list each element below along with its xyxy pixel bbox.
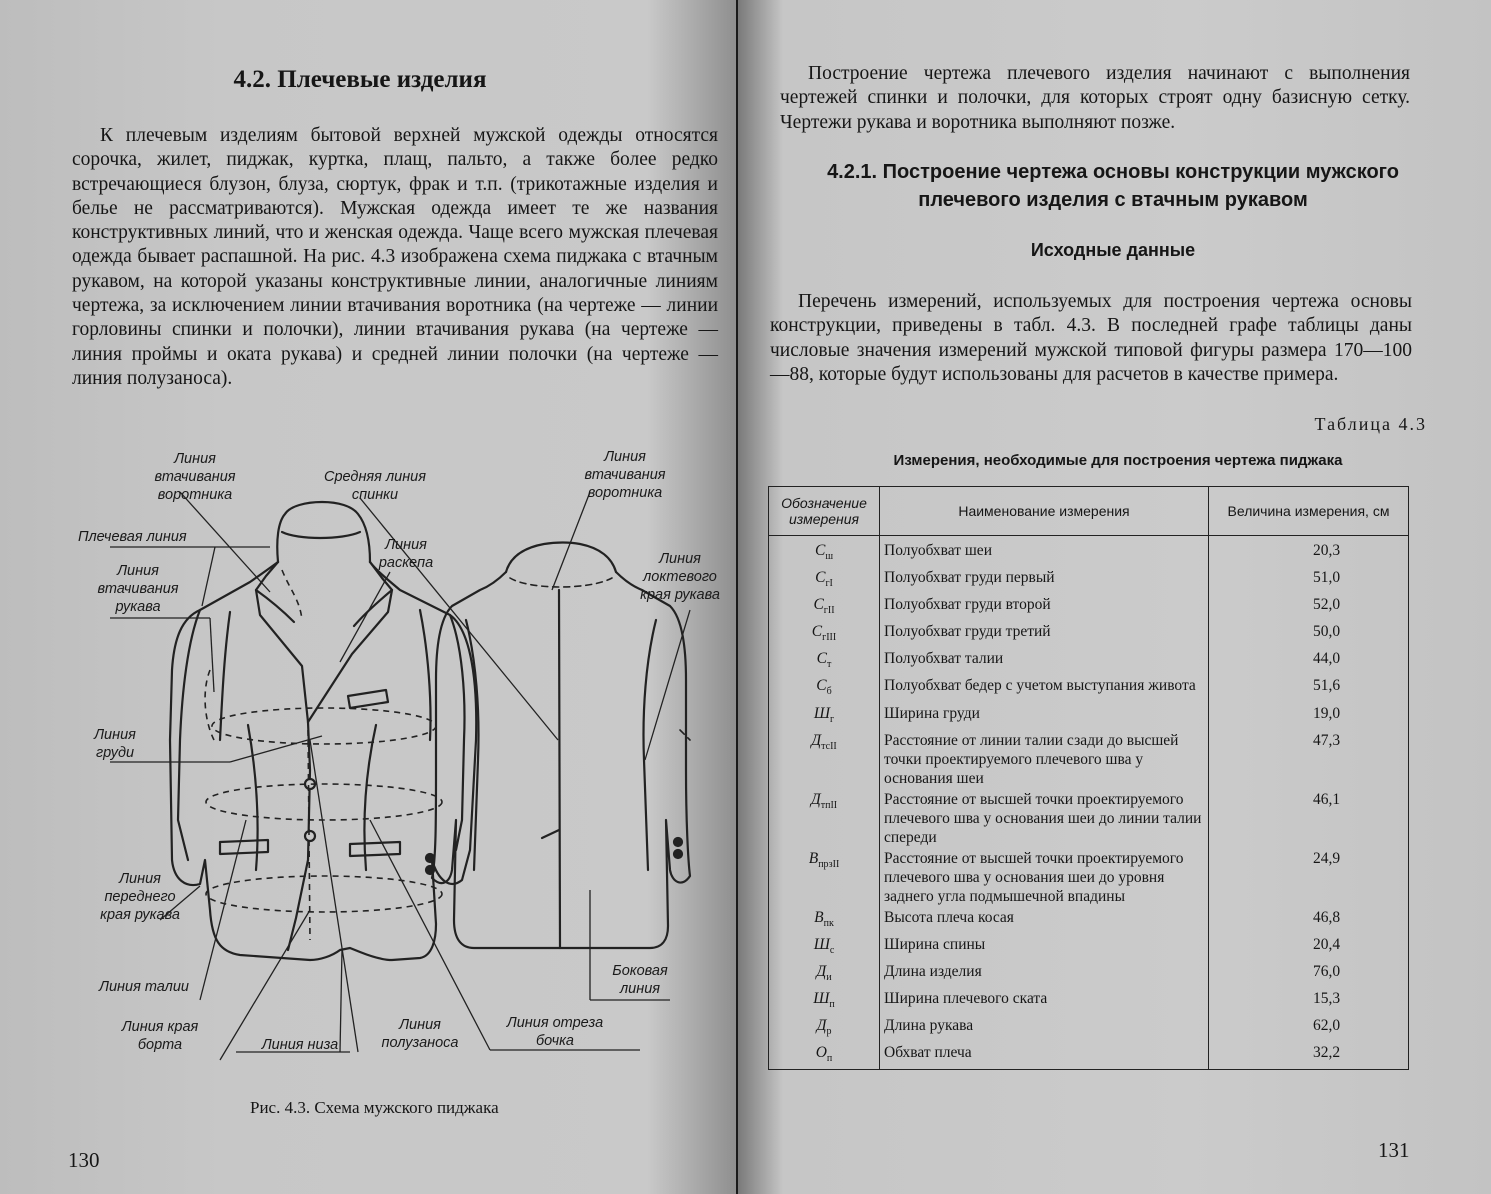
label-chest-line: Линия груди (94, 727, 136, 761)
measurement-name: Расстояние от высшей точки проектируемого плечевого шва у основания шеи до уровня заднего угла подмышечной впадины (880, 848, 1209, 907)
right-paragraph: Перечень измерений, используемых для построения чертежа основы конструкции, приведены в табл. 4.3. В последней графе таблицы даны числовые значения измерений мужской типовой фигуры размера 170—100—88, которые будут использованы для расчетов в качестве примера. (770, 291, 1412, 385)
label-waist-line: Линия талии (99, 979, 189, 995)
label-bottom-line: Линия низа (261, 1037, 339, 1053)
waist-line-ellipse (206, 784, 442, 820)
measurement-symbol: $С_б$ (769, 675, 880, 702)
measurement-value: 50,0 (1312, 623, 1341, 641)
label-sleeve-line: Линия втачивания рукава (97, 563, 179, 615)
table-label: Таблица 4.3 (1314, 414, 1427, 434)
measurement-value: 24,9 (1312, 849, 1341, 867)
section-title: 4.2. Плечевые изделия (233, 66, 487, 93)
table-row (769, 567, 1409, 594)
header-value: Величина измерения, см (1209, 487, 1409, 536)
left-page (0, 0, 736, 1194)
front-jacket-outline (170, 562, 476, 960)
label-overlap-line: Линия полузаноса (381, 1017, 459, 1051)
measurement-name: Расстояние от линии талии сзади до высшей точки проектируемого плечевого шва у основания шеи (880, 730, 1209, 789)
measurement-name: Расстояние от высшей точки проектируемого плечевого шва у основания шеи до линии талии спереди (880, 789, 1209, 848)
measurement-symbol: $С_{гI}$ (769, 567, 880, 594)
table-row (769, 730, 1409, 789)
chest-line-ellipse (212, 708, 436, 744)
measurements-table (768, 486, 1409, 1070)
left-page-number: 130 (68, 1148, 100, 1172)
measurement-name: Полуобхват груди второй (880, 594, 1209, 621)
table-row (769, 1015, 1409, 1042)
measurement-name: Длина изделия (880, 961, 1209, 988)
measurement-symbol: $Ш_с$ (769, 934, 880, 961)
measurement-value: 44,0 (1312, 650, 1341, 668)
measurement-symbol: $О_п$ (769, 1042, 880, 1070)
measurement-value: 32,2 (1312, 1044, 1341, 1062)
label-elbow-edge-line: Линия локтевого края рукава (640, 551, 720, 603)
table-row (769, 789, 1409, 848)
left-paragraph: К плечевым изделиям бытовой верхней мужской одежды относятся сорочка, жилет, пиджак, куртка, плащ, пальто, а также более редко встречающиеся блузон, блуза, сюртук, фрак и т.п. (трикотажные изделия и белье не рассматриваются). Мужская одежда имеет те же названия конструктивных линий, что и женская одежда. Чаще всего мужская плечевая одежда бывает распашной. На рис. 4.3 изображена схема пиджака с втачным рукавом, на которой указаны конструктивные линии, аналогичные линиям чертежа, за исключением линии втачивания воротника (на чертеже — линии горловины спинки и полочки), линии втачивания рукава (на чертеже — линия проймы и оката рукава) и средней линии полочки (на чертеже — линия полузаноса). (72, 125, 718, 389)
measurement-name: Ширина плечевого ската (880, 988, 1209, 1015)
label-collar-line-left: Линия втачивания воротника (154, 451, 236, 503)
table-row (769, 594, 1409, 621)
label-front-edge-line: Линия края борта (121, 1019, 199, 1053)
measurement-value: 20,3 (1312, 542, 1341, 559)
measurement-value: 51,0 (1312, 569, 1341, 587)
measurement-symbol: $Д_и$ (769, 961, 880, 988)
measurement-symbol: $С_{гIII}$ (769, 621, 880, 648)
measurement-symbol: $В_{прзII}$ (769, 848, 880, 907)
table-row (769, 1042, 1409, 1070)
measurement-name: Полуобхват талии (880, 648, 1209, 675)
measurement-symbol: $С_{гII}$ (769, 594, 880, 621)
measurement-symbol: $Ш_п$ (769, 988, 880, 1015)
measurement-symbol: $Д_{тпII}$ (769, 789, 880, 848)
measurement-value: 52,0 (1312, 596, 1341, 614)
table-row (769, 621, 1409, 648)
measurement-value: 46,1 (1312, 790, 1341, 808)
label-front-edge-sleeve: Линия переднего края рукава (100, 871, 180, 923)
measurement-name: Полуобхват бедер с учетом выступания живота (880, 675, 1209, 702)
table-title: Измерения, необходимые для построения чертежа пиджака (893, 452, 1343, 469)
table-row (769, 536, 1409, 568)
measurement-value: 15,3 (1312, 989, 1341, 1007)
table-row (769, 961, 1409, 988)
header-symbol: Обозначение измерения (769, 487, 880, 536)
table-row (769, 703, 1409, 730)
measurement-symbol: $В_{пк}$ (769, 907, 880, 934)
table-row (769, 648, 1409, 675)
label-back-middle-line: Средняя линия спинки (324, 469, 426, 503)
label-side-panel-line: Линия отреза бочка (506, 1015, 604, 1049)
measurement-value: 51,6 (1312, 677, 1341, 695)
measurement-symbol: $С_т$ (769, 648, 880, 675)
measurement-value: 47,3 (1312, 731, 1341, 749)
jacket-figure (70, 440, 720, 1080)
measurement-name: Ширина груди (880, 703, 1209, 730)
subsection-title: 4.2.1. Построение чертежа основы конструкции мужского плечевого изделия с втачным рукавом (827, 161, 1399, 211)
measurement-name: Полуобхват груди первый (880, 567, 1209, 594)
measurement-symbol: $Д_{тсII}$ (769, 730, 880, 789)
label-collar-line-right: Линия втачивания воротника (584, 449, 666, 501)
header-name: Наименование измерения (880, 487, 1209, 536)
label-lapel-line: Линия раскепа (378, 537, 434, 571)
measurement-value: 19,0 (1312, 704, 1341, 722)
back-jacket-outline (432, 572, 690, 948)
measurement-name: Ширина спины (880, 934, 1209, 961)
right-intro: Построение чертежа плечевого изделия начинают с выполнения чертежей спинки и полочки, для которых строят одну базисную сетку. Чертежи рукава и воротника выполняют позже. (780, 63, 1410, 133)
table-row (769, 934, 1409, 961)
measurement-name: Полуобхват груди третий (880, 621, 1209, 648)
measurement-symbol: $Д_р$ (769, 1015, 880, 1042)
bottom-line-ellipse (206, 876, 442, 912)
figure-caption: Рис. 4.3. Схема мужского пиджака (250, 1098, 499, 1117)
table-row (769, 848, 1409, 907)
measurement-value: 76,0 (1312, 962, 1341, 980)
measurement-value: 20,4 (1312, 935, 1341, 953)
data-heading: Исходные данные (1030, 240, 1196, 260)
table-row (769, 907, 1409, 934)
measurement-name: Высота плеча косая (880, 907, 1209, 934)
right-page (738, 0, 1491, 1194)
table-row (769, 988, 1409, 1015)
label-shoulder-line: Плечевая линия (78, 529, 187, 545)
measurement-value: 62,0 (1312, 1017, 1341, 1035)
measurement-symbol: $Ш_г$ (769, 703, 880, 730)
label-side-line: Боковая линия (612, 963, 668, 997)
measurement-symbol: $С_ш$ (769, 536, 880, 568)
right-page-number: 131 (1378, 1138, 1410, 1162)
measurement-name: Длина рукава (880, 1015, 1209, 1042)
measurement-name: Обхват плеча (880, 1042, 1209, 1070)
table-row (769, 675, 1409, 702)
measurement-name: Полуобхват шеи (880, 536, 1209, 568)
measurement-value: 46,8 (1312, 908, 1341, 926)
